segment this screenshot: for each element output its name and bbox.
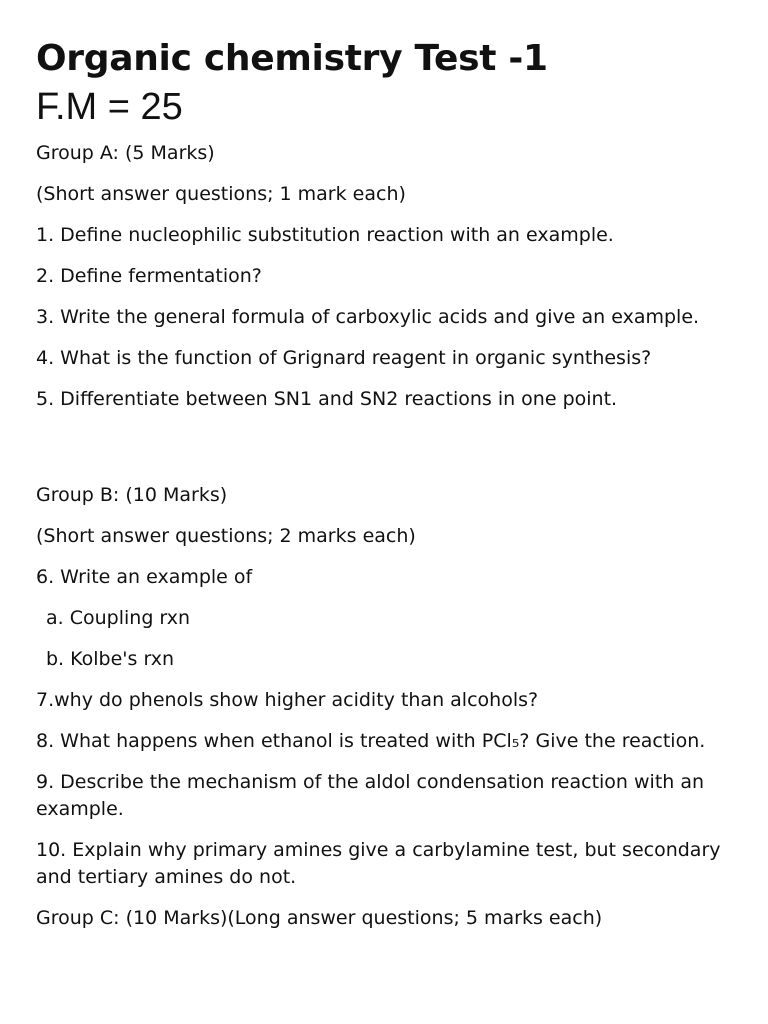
group-a-heading: Group A: (5 Marks) xyxy=(36,142,215,164)
question-3: 3. Write the general formula of carboxylic acids and give an example. xyxy=(36,306,700,328)
question-4: 4. What is the function of Grignard reagent in organic synthesis? xyxy=(36,347,652,369)
question-8: 8. What happens when ethanol is treated with PCl₅? Give the reaction. xyxy=(36,730,706,752)
document-title: Organic chemistry Test -1 xyxy=(36,38,548,79)
question-10: 10. Explain why primary amines give a carbylamine test, but secondary and tertiary amines do not. xyxy=(36,839,721,888)
question-6b: b. Kolbe's rxn xyxy=(46,648,175,670)
group-b-heading: Group B: (10 Marks) xyxy=(36,484,228,506)
question-9: 9. Describe the mechanism of the aldol condensation reaction with an example. xyxy=(36,771,705,820)
question-5: 5. Differentiate between SN1 and SN2 reactions in one point. xyxy=(36,388,618,410)
group-c-heading: Group C: (10 Marks)(Long answer questions; 5 marks each) xyxy=(36,907,603,929)
group-a-note: (Short answer questions; 1 mark each) xyxy=(36,183,406,205)
test-document xyxy=(36,36,736,932)
question-6a: a. Coupling rxn xyxy=(46,607,191,629)
question-6: 6. Write an example of xyxy=(36,566,253,588)
full-marks: F.M = 25 xyxy=(36,86,183,128)
question-2: 2. Define fermentation? xyxy=(36,265,262,287)
group-b-note: (Short answer questions; 2 marks each) xyxy=(36,525,416,547)
question-1: 1. Define nucleophilic substitution reaction with an example. xyxy=(36,224,614,246)
question-7: 7.why do phenols show higher acidity than alcohols? xyxy=(36,689,539,711)
